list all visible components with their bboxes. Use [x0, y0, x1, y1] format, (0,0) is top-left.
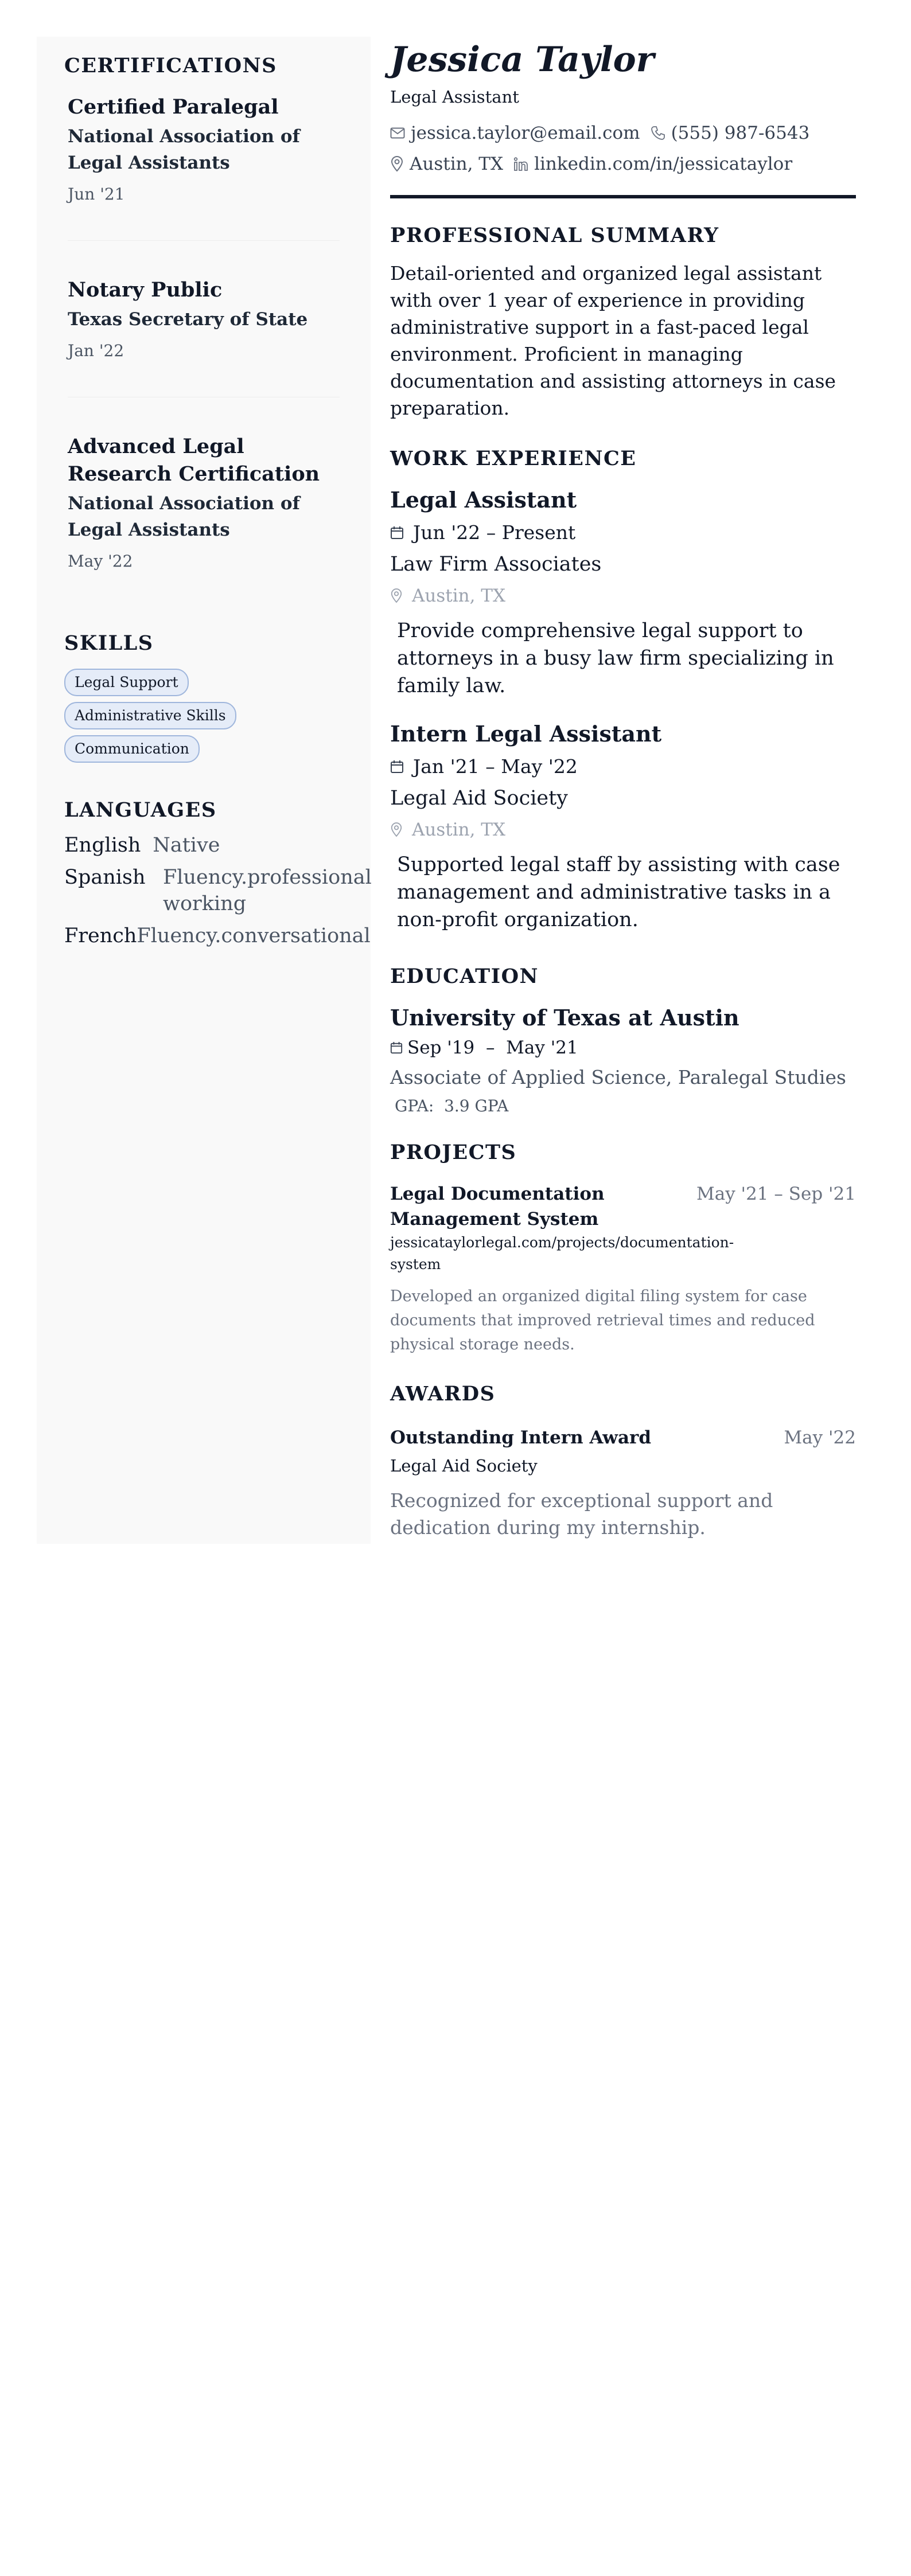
awards-heading: AWARDS	[390, 1382, 496, 1406]
location-text: Austin, TX	[410, 154, 504, 174]
language-level: Native	[153, 834, 220, 857]
job-location-row	[390, 817, 856, 843]
project-item	[390, 1181, 856, 1357]
contact-row	[390, 122, 856, 145]
education-item	[390, 1003, 856, 1115]
header-divider	[390, 195, 856, 198]
divider	[68, 240, 340, 241]
job-dates-row	[390, 754, 856, 780]
language-name: English	[64, 834, 141, 857]
linkedin-text: linkedin.com/in/jessicataylor	[534, 154, 793, 174]
skills-heading: SKILLS	[64, 631, 154, 655]
education-dates-row	[390, 1037, 856, 1058]
project-dates: May '21 – Sep '21	[696, 1184, 856, 1204]
experience-item	[390, 719, 856, 934]
job-description: Provide comprehensive legal support to attorneys in a busy law firm specializing in family law.	[397, 619, 834, 697]
phone-icon	[651, 126, 665, 140]
language-row	[64, 832, 343, 858]
job-description: Supported legal staff by assisting with case management and administrative tasks in a non-profit organization.	[397, 853, 840, 931]
certification-date: Jun '21	[68, 185, 125, 204]
job-company: Law Firm Associates	[390, 553, 602, 576]
award-description: Recognized for exceptional support and dedication during my internship.	[390, 1489, 773, 1539]
email-text: jessica.taylor@email.com	[411, 123, 640, 143]
location-contact	[390, 153, 503, 175]
certification-item	[64, 276, 343, 361]
contact-row	[390, 153, 856, 175]
email-contact[interactable]	[390, 122, 640, 145]
sidebar	[37, 37, 371, 1544]
calendar-icon	[390, 1041, 403, 1054]
certification-issuer: National Association of Legal Assistants	[68, 126, 300, 173]
education-school: University of Texas at Austin	[390, 1005, 739, 1031]
language-row	[64, 923, 371, 949]
languages-list	[64, 832, 372, 949]
calendar-icon	[390, 526, 404, 540]
job-dates: Jun '22 – Present	[413, 521, 576, 544]
certification-issuer: National Association of Legal Assistants	[68, 493, 300, 540]
location-pin-icon	[390, 822, 403, 837]
main-content	[390, 37, 856, 1541]
summary-heading: PROFESSIONAL SUMMARY	[390, 224, 719, 247]
education-dates: Sep '19 – May '21	[407, 1037, 578, 1058]
certification-name: Notary Public	[68, 278, 223, 302]
experience-heading: WORK EXPERIENCE	[390, 447, 637, 470]
calendar-icon	[390, 760, 404, 774]
certification-date: May '22	[68, 552, 133, 571]
language-name: French	[64, 924, 137, 947]
certification-item	[64, 93, 343, 205]
award-item	[390, 1425, 856, 1541]
award-date: May '22	[784, 1427, 856, 1448]
language-level: Fluency.conversational	[137, 924, 371, 947]
certifications-heading: CERTIFICATIONS	[64, 54, 277, 77]
job-title: Legal Assistant	[390, 487, 577, 513]
project-name: Legal Documentation Management System	[390, 1184, 605, 1230]
project-header	[390, 1181, 856, 1232]
linkedin-contact[interactable]	[513, 153, 792, 175]
skills-list	[64, 669, 351, 763]
job-dates: Jan '21 – May '22	[413, 755, 578, 778]
location-pin-icon	[390, 588, 403, 603]
skill-tag: Communication	[64, 735, 200, 763]
job-dates-row	[390, 520, 856, 546]
job-location-row	[390, 583, 856, 609]
summary-text: Detail-oriented and organized legal assistant with over 1 year of experience in providing administrative support in a fast-paced legal environment. Proficient in managing documentation and assisting attorneys in case preparation.	[390, 262, 836, 419]
education-gpa: GPA: 3.9 GPA	[395, 1096, 509, 1115]
certification-name: Advanced Legal Research Certification	[68, 435, 320, 486]
certification-item	[64, 433, 343, 572]
experience-item	[390, 485, 856, 700]
languages-heading: LANGUAGES	[64, 798, 217, 822]
certification-date: Jan '22	[68, 341, 124, 360]
skill-tag: Administrative Skills	[64, 702, 236, 729]
phone-contact[interactable]	[651, 122, 810, 145]
education-degree: Associate of Applied Science, Paralegal Studies	[390, 1066, 846, 1088]
job-location: Austin, TX	[412, 586, 506, 606]
language-name: Spanish	[64, 866, 146, 889]
award-name: Outstanding Intern Award	[390, 1427, 652, 1448]
phone-text: (555) 987-6543	[671, 123, 810, 143]
job-title: Intern Legal Assistant	[390, 721, 662, 747]
language-level: Fluency.professional working	[163, 866, 372, 915]
project-link[interactable]: jessicataylorlegal.com/projects/documentation-system	[390, 1234, 734, 1273]
location-pin-icon	[390, 156, 404, 172]
projects-heading: PROJECTS	[390, 1141, 517, 1164]
project-description: Developed an organized digital filing system for case documents that improved retrieval times and reduced physical storage needs.	[390, 1287, 815, 1353]
linkedin-icon	[513, 157, 528, 171]
award-organization: Legal Aid Society	[390, 1456, 538, 1476]
language-row	[64, 864, 372, 917]
education-heading: EDUCATION	[390, 965, 539, 988]
job-company: Legal Aid Society	[390, 787, 568, 810]
job-location: Austin, TX	[412, 819, 506, 840]
candidate-title: Legal Assistant	[390, 87, 519, 107]
email-icon	[390, 127, 405, 139]
skill-tag: Legal Support	[64, 669, 189, 696]
award-header	[390, 1425, 856, 1450]
candidate-name: Jessica Taylor	[390, 40, 655, 80]
certification-name: Certified Paralegal	[68, 95, 279, 119]
certification-issuer: Texas Secretary of State	[68, 309, 308, 330]
